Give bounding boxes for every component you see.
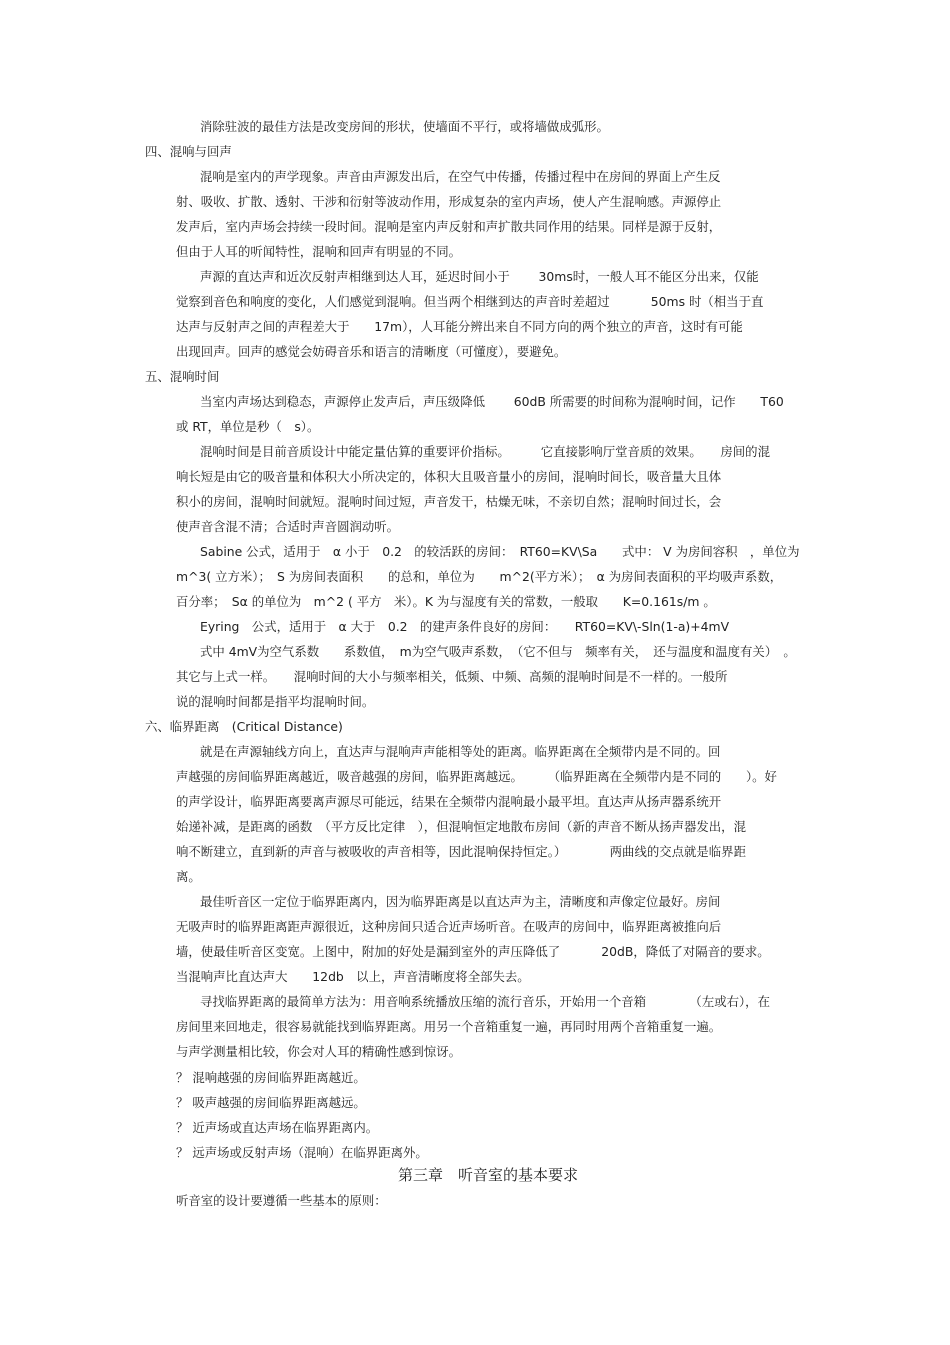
bullet-item: ？ 远声场或反射声场（混响）在临界距离外。 xyxy=(176,1145,428,1160)
text-line: 最佳听音区一定位于临界距离内，因为临界距离是以直达声为主，清晰度和声像定位最好。房间 xyxy=(200,894,721,909)
text-line: 响长短是由它的吸音量和体积大小所决定的，体积大且吸音量小的房间，混响时间长，吸音量大且体 xyxy=(176,469,722,484)
text-line: 墙，使最佳听音区变宽。上图中，附加的好处是漏到室外的声压降低了 20dB，降低了对隔音的要求。 xyxy=(176,944,770,959)
text-line: 或 RT，单位是秒（ s）。 xyxy=(176,419,320,434)
text-line: 离。 xyxy=(176,869,201,884)
text-line: 式中 4mV为空气系数 系数值， m为空气吸声系数， （它不但与 频率有关， 还与温度和温度有关） 。 xyxy=(200,644,796,659)
text-line: 混响时间是目前音质设计中能定量估算的重要评价指标。 它直接影响厅堂音质的效果。 房间的混 xyxy=(200,444,770,459)
text-line: 但由于人耳的听闻特性，混响和回声有明显的不同。 xyxy=(176,244,461,259)
text-line: 房间里来回地走，很容易就能找到临界距离。用另一个音箱重复一遍，再同时用两个音箱重复一遍。 xyxy=(176,1019,722,1034)
bullet-item: ？ 吸声越强的房间临界距离越远。 xyxy=(176,1095,366,1110)
text-line: 声源的直达声和近次反射声相继到达人耳，延迟时间小于 30ms时，一般人耳不能区分出来，仅能 xyxy=(200,269,759,284)
text-line: Sabine 公式，适用于 α 小于 0.2 的较活跃的房间： RT60=KV\Sa 式中： V 为房间容积 ，单位为 xyxy=(200,544,800,559)
text-line: 觉察到音色和响度的变化，人们感觉到混响。但当两个相继到达的声音时差超过 50ms 时（相当于直 xyxy=(176,294,764,309)
text-line: 达声与反射声之间的声程差大于 17m），人耳能分辨出来自不同方向的两个独立的声音，这时有可能 xyxy=(176,319,743,334)
section-heading-critical-distance: 六、临界距离 (Critical Distance) xyxy=(145,719,343,734)
text-line: 与声学测量相比较，你会对人耳的精确性感到惊讶。 xyxy=(176,1044,461,1059)
text-line: 射、吸收、扩散、透射、干涉和衍射等波动作用，形成复杂的室内声场，使人产生混响感。声源停止 xyxy=(176,194,722,209)
text-line: 当室内声场达到稳态，声源停止发声后，声压级降低 60dB 所需要的时间称为混响时间，记作 T60 xyxy=(200,394,784,409)
chapter-title: 第三章 听音室的基本要求 xyxy=(398,1166,579,1184)
text-line: 听音室的设计要遵循一些基本的原则： xyxy=(176,1193,387,1208)
text-line: Eyring 公式，适用于 α 大于 0.2 的建声条件良好的房间： RT60=KV\-Sln(1-a)+4mV xyxy=(200,619,730,634)
text-line: 百分率； Sα 的单位为 m^2 ( 平方 米）。K 为与湿度有关的常数，一般取 K=0.161s/m 。 xyxy=(176,594,716,609)
text-line: 使声音含混不清；合适时声音圆润动听。 xyxy=(176,519,400,534)
bullet-item: ？ 近声场或直达声场在临界距离内。 xyxy=(176,1120,379,1135)
text-line: 其它与上式一样。 混响时间的大小与频率相关，低频、中频、高频的混响时间是不一样的。一般所 xyxy=(176,669,728,684)
bullet-item: ？ 混响越强的房间临界距离越近。 xyxy=(176,1070,366,1085)
text-line: 消除驻波的最佳方法是改变房间的形状，使墙面不平行，或将墙做成弧形。 xyxy=(200,119,609,134)
text-line: 始递补减，是距离的函数 （平方反比定律 ），但混响恒定地散布房间（新的声音不断从扬声器发出，混 xyxy=(176,819,746,834)
text-line: 积小的房间，混响时间就短。混响时间过短，声音发干，枯燥无味，不亲切自然；混响时间过长，会 xyxy=(176,494,722,509)
text-line: 说的混响时间都是指平均混响时间。 xyxy=(176,694,375,709)
text-line: 的声学设计，临界距离要离声源尽可能远，结果在全频带内混响最小最平坦。直达声从扬声器系统开 xyxy=(176,794,722,809)
text-line: 响不断建立，直到新的声音与被吸收的声音相等，因此混响保持恒定。） 两曲线的交点就是临界距 xyxy=(176,844,746,859)
text-line: 无吸声时的临界距离距声源很近，这种房间只适合近声场听音。在吸声的房间中，临界距离被推向后 xyxy=(176,919,722,934)
text-line: 寻找临界距离的最简单方法为：用音响系统播放压缩的流行音乐，开始用一个音箱 （左或右），在 xyxy=(200,994,770,1009)
text-line: 当混响声比直达声大 12db 以上，声音清晰度将全部失去。 xyxy=(176,969,530,984)
text-line: 混响是室内的声学现象。声音由声源发出后，在空气中传播，传播过程中在房间的界面上产生反 xyxy=(200,169,721,184)
text-line: 出现回声。回声的感觉会妨碍音乐和语言的清晰度（可懂度），要避免。 xyxy=(176,344,567,359)
section-heading-reverb-echo: 四、混响与回声 xyxy=(145,144,232,159)
section-heading-reverb-time: 五、混响时间 xyxy=(145,369,220,384)
text-line: 发声后，室内声场会持续一段时间。混响是室内声反射和声扩散共同作用的结果。同样是源于反射， xyxy=(176,219,722,234)
text-line: 声越强的房间临界距离越近，吸音越强的房间，临界距离越远。 （临界距离在全频带内是不同的 ）。好 xyxy=(176,769,777,784)
text-line: m^3( 立方米）； S 为房间表面积 的总和，单位为 m^2(平方米）； α 为房间表面积的平均吸声系数， xyxy=(176,569,783,584)
text-line: 就是在声源轴线方向上，直达声与混响声声能相等处的距离。临界距离在全频带内是不同的。回 xyxy=(200,744,721,759)
